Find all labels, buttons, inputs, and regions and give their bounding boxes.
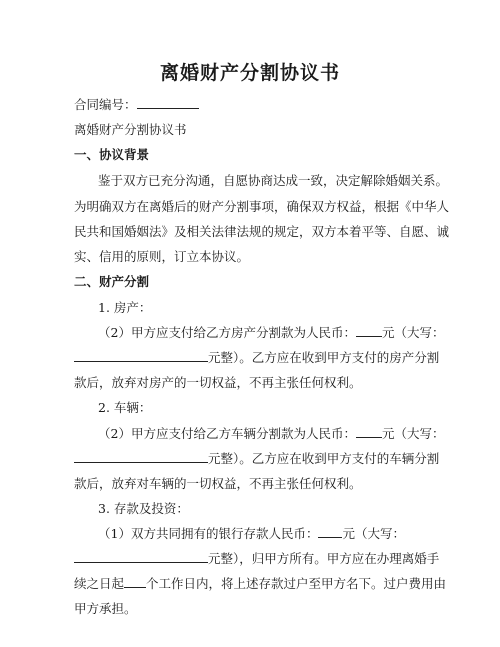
- item-2-line-3: 款后，放弃对车辆的一切权益，不再主张任何权利。: [74, 476, 362, 491]
- item-3-line-1: [98, 524, 405, 542]
- item-2-line-2-text: 元整）。乙方应在收到甲方支付的车辆分割: [208, 451, 440, 466]
- item-1-line-2: [74, 348, 439, 366]
- document-title: 离婚财产分割协议书: [159, 62, 340, 84]
- item-3-line-3-text-a: 续之日起: [74, 576, 125, 591]
- item-2-line-1: [98, 424, 444, 442]
- item-2-line-2: [74, 449, 439, 467]
- item-3-line-2-text: 元整），归甲方所有。甲方应在办理离婚手: [208, 551, 440, 566]
- item-1-line-1: [98, 323, 444, 341]
- contract-number-row: [74, 95, 199, 113]
- item-1-line-2-text: 元整）。乙方应在收到甲方支付的房产分割: [208, 350, 440, 365]
- item-2-line-1-text-a: （2）甲方应支付给乙方车辆分割款为人民币：: [98, 426, 356, 441]
- item-3-line-3: [74, 574, 446, 592]
- section-1-heading: 一、协议背景: [74, 147, 150, 162]
- item-1-amount-blank: [356, 324, 382, 337]
- section-2-heading: 二、财产分割: [74, 274, 150, 289]
- item-1-label: 1. 房产：: [98, 300, 152, 315]
- section-1-line-3: 民共和国婚姻法》及相关法律法规的规定，双方本着平等、自愿、诚: [74, 224, 450, 239]
- item-2-label: 2. 车辆：: [98, 400, 152, 415]
- section-1-line-2: 为明确双方在离婚后的财产分割事项，确保双方权益，根据《中华人: [74, 199, 450, 214]
- item-3-amount-blank: [318, 525, 342, 538]
- item-1-capital-blank: [74, 349, 208, 362]
- item-3-capital-blank: [74, 550, 208, 563]
- contract-number-label: 合同编号：: [74, 97, 137, 112]
- item-1-line-1-text-b: 元（大写：: [381, 325, 445, 340]
- contract-number-blank: [137, 96, 199, 109]
- item-2-amount-blank: [356, 425, 382, 438]
- item-3-line-1-text-b: 元（大写：: [342, 526, 405, 541]
- item-1-line-3: 款后，放弃对房产的一切权益，不再主张任何权利。: [74, 375, 362, 390]
- item-3-line-2: [74, 549, 439, 567]
- section-1-line-1: 鉴于双方已充分沟通，自愿协商达成一致，决定解除婚姻关系。: [98, 173, 449, 188]
- item-3-line-4: 甲方承担。: [74, 601, 137, 616]
- item-3-line-3-text-b: 个工作日内，将上述存款过户至甲方名下。过户费用由: [146, 576, 447, 591]
- item-3-line-1-text-a: （1）双方共同拥有的银行存款人民币：: [98, 526, 319, 541]
- item-2-line-1-text-b: 元（大写：: [381, 426, 445, 441]
- item-3-days-blank: [124, 575, 146, 588]
- item-1-line-1-text-a: （2）甲方应支付给乙方房产分割款为人民币：: [98, 325, 356, 340]
- document-subtitle: 离婚财产分割协议书: [74, 122, 187, 137]
- item-2-capital-blank: [74, 450, 208, 463]
- item-3-label: 3. 存款及投资：: [98, 501, 189, 516]
- section-1-line-4: 实、信用的原则，订立本协议。: [74, 249, 250, 264]
